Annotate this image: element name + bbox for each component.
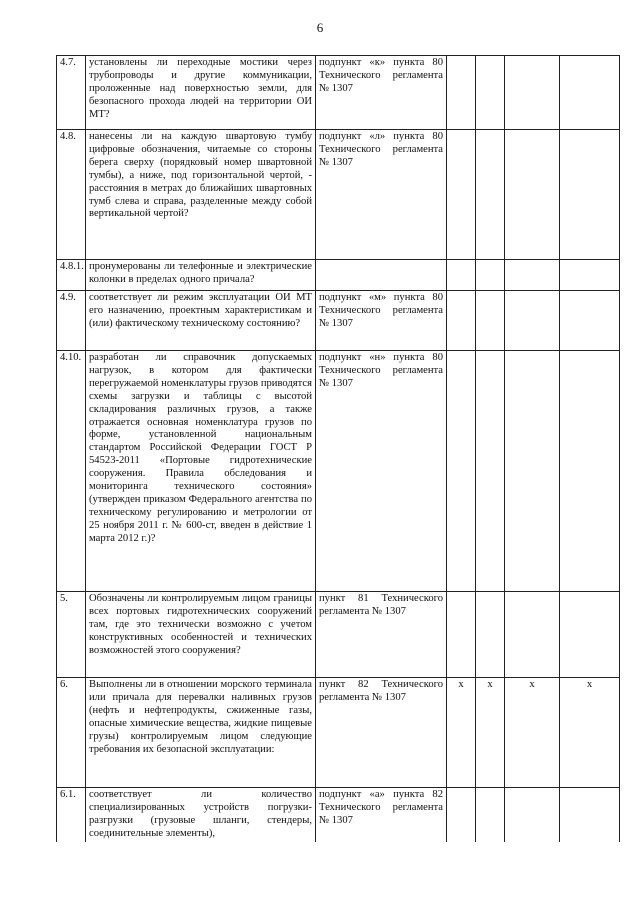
answer-cell-2 [476, 592, 505, 678]
item-question: соответствует ли режим эксплуатации ОИ МТ его назначению, проектным характеристикам и (или) фактическому техническому состоянию? [86, 291, 316, 351]
item-number: 6. [57, 678, 86, 788]
item-number: 4.7. [57, 56, 86, 130]
item-reference: подпункт «а» пункта 82 Технического регламента № 1307 [316, 788, 447, 842]
item-question: разработан ли справочник допускаемых нагрузок, в котором для фактически перегружаемой номенклатуры грузов приводятся схемы загрузки и таблицы с высотой складирования различных грузов, а также отражается основная номенклатура грузов по форме, установленной национальным стандартом Российской Федерации ГОСТ Р 54523-2011 «Портовые гидротехнические сооружения. Правила обследования и мониторинга технического состояния» (утвержден приказом Федерального агентства по техническому регулированию и метрологии от 25 ноября 2011 г. № 600-ст, введен в действие 1 марта 2012 г.)? [86, 351, 316, 592]
answer-cell-4 [560, 351, 620, 592]
answer-cell-2 [476, 130, 505, 260]
answer-cell-3 [505, 260, 560, 291]
item-question: установлены ли переходные мостики через трубопроводы и другие коммуникации, проложенные над поверхностью земли, для безопасного прохода людей на территории ОИ МТ? [86, 56, 316, 130]
table-row [57, 351, 620, 592]
item-reference: подпункт «к» пункта 80 Технического регламента № 1307 [316, 56, 447, 130]
answer-cell-1 [447, 130, 476, 260]
answer-cell-4 [560, 592, 620, 678]
item-number: 4.10. [57, 351, 86, 592]
item-question: Выполнены ли в отношении морского терминала или причала для перевалки наливных грузов (нефть и нефтепродукты, сжиженные газы, опасные химические вещества, жидкие пищевые грузы) контролируемым лицом следующие требования их безопасной эксплуатации: [86, 678, 316, 788]
answer-cell-3 [505, 351, 560, 592]
table-row [57, 788, 620, 842]
answer-cell-1: x [447, 678, 476, 788]
item-reference: подпункт «л» пункта 80 Технического регламента № 1307 [316, 130, 447, 260]
item-number: 5. [57, 592, 86, 678]
answer-cell-3 [505, 291, 560, 351]
table-row [57, 130, 620, 260]
answer-cell-1 [447, 260, 476, 291]
answer-cell-3 [505, 56, 560, 130]
checklist-table [56, 55, 620, 842]
item-reference [316, 260, 447, 291]
answer-cell-1 [447, 351, 476, 592]
answer-cell-4 [560, 260, 620, 291]
answer-cell-4: x [560, 678, 620, 788]
table-row [57, 260, 620, 291]
item-number: 4.8.1. [57, 260, 86, 291]
item-reference: подпункт «м» пункта 80 Технического регламента № 1307 [316, 291, 447, 351]
table-row [57, 56, 620, 130]
answer-cell-4 [560, 291, 620, 351]
item-question: Обозначены ли контролируемым лицом границы всех портовых гидротехнических сооружений там, где это технически возможно с учетом конструктивных особенностей и технических возможностей этого сооружения? [86, 592, 316, 678]
answer-cell-4 [560, 788, 620, 842]
answer-cell-2: x [476, 678, 505, 788]
answer-cell-3: x [505, 678, 560, 788]
answer-cell-1 [447, 788, 476, 842]
answer-cell-2 [476, 56, 505, 130]
item-reference: пункт 81 Технического регламента № 1307 [316, 592, 447, 678]
item-number: 6.1. [57, 788, 86, 842]
answer-cell-4 [560, 130, 620, 260]
answer-cell-4 [560, 56, 620, 130]
answer-cell-1 [447, 56, 476, 130]
answer-cell-3 [505, 592, 560, 678]
item-question: нанесены ли на каждую швартовую тумбу цифровые обозначения, читаемые со стороны берега сверху (порядковый номер швартовной тумбы), а ниже, под горизонтальной чертой, - расстояния в метрах до ближайших швартовных тумб слева и справа, разделенные между собой вертикальной чертой? [86, 130, 316, 260]
checklist-rows [57, 56, 620, 842]
answer-cell-3 [505, 788, 560, 842]
item-reference: подпункт «н» пункта 80 Технического регламента № 1307 [316, 351, 447, 592]
item-question: пронумерованы ли телефонные и электрические колонки в пределах одного причала? [86, 260, 316, 291]
answer-cell-2 [476, 291, 505, 351]
table-row [57, 291, 620, 351]
answer-cell-1 [447, 592, 476, 678]
item-reference: пункт 82 Технического регламента № 1307 [316, 678, 447, 788]
table-row [57, 592, 620, 678]
item-number: 4.8. [57, 130, 86, 260]
item-question: соответствует ли количество специализированных устройств погрузки-разгрузки (грузовые шланги, стендеры, соединительные элементы), [86, 788, 316, 842]
answer-cell-3 [505, 130, 560, 260]
item-number: 4.9. [57, 291, 86, 351]
answer-cell-2 [476, 788, 505, 842]
page-number: 6 [316, 20, 324, 35]
table-row [57, 678, 620, 788]
answer-cell-2 [476, 351, 505, 592]
answer-cell-1 [447, 291, 476, 351]
answer-cell-2 [476, 260, 505, 291]
